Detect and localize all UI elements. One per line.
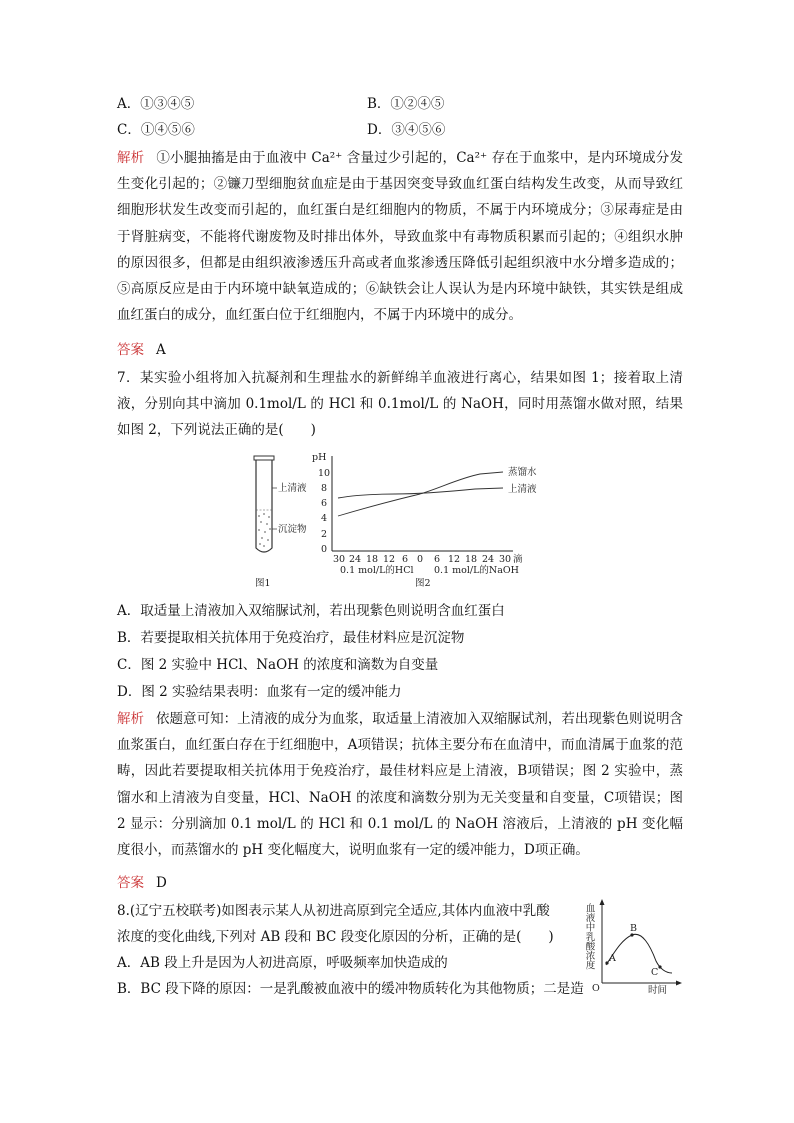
fig2-xtick-hcl-30: 30 — [333, 554, 346, 565]
fig2-xtick-hcl-24: 24 — [349, 554, 362, 565]
fig2-x-unit: 滴 — [513, 554, 523, 565]
fig2-xtick-naoh-18: 18 — [465, 554, 478, 565]
q6-option-b: B．①②④⑤ — [367, 96, 445, 112]
fig2-ytick-8: 8 — [321, 483, 328, 494]
q6-option-c: C．①④⑤⑥ — [117, 122, 195, 138]
q7-stem: 7．某实验小组将加入抗凝剂和生理盐水的新鲜绵羊血液进行离心，结果如图 1；接着取上清液，分别向其中滴加 0.1mol/L 的 HCl 和 0.1mol/L 的 NaOH，同时用蒸馏水做对照，结果如图 2，下列说法正确的是( ) — [117, 370, 683, 439]
fig2-xtick-naoh-6: 6 — [434, 554, 441, 565]
q6-analysis-text: ①小腿抽搐是由于血液中 Ca²⁺ 含量过少引起的，Ca²⁺ 存在于血浆中，是内环境成分发生变化引起的；②镰刀型细胞贫血症是由于基因突变导致血红蛋白结构发生改变，从而导致红细胞形状发生改变而引起的，血红蛋白是红细胞内的物质，不属于内环境成分；③尿毒症是由于肾脏病变，不能将代谢废物及时排出体外，导致血浆中有毒物质积累而引起的；④组织水肿的原因很多，但都是由组织液渗透压升高或者血浆渗透压降低引起组织液中水分增多造成的；⑤高原反应是由于内环境中缺氧造成的；⑥缺铁会让人误认为是内环境中缺铁，其实铁是组成血红蛋白的成分，血红蛋白位于红细胞内，不属于内环境中的成分。 — [117, 150, 683, 324]
fig2-xtick-naoh-24: 24 — [482, 554, 495, 565]
fig2-legend-water: 蒸馏水 — [508, 467, 537, 478]
q6-analysis-label: 解析 — [117, 150, 145, 166]
fig2-ytick-4: 4 — [321, 513, 328, 524]
fig2-xtick-naoh-12: 12 — [448, 554, 461, 565]
fig2-water-curve — [338, 472, 503, 516]
q6-options-row-2 — [117, 117, 445, 143]
q8-curve — [606, 934, 672, 973]
q8-point-a-label: A — [609, 953, 616, 964]
q8-option-b: B．BC 段下降的原因：一是乳酸被血液中的缓冲物质转化为其他物质；二是造 — [117, 981, 584, 997]
fig2-ytick-6: 6 — [321, 498, 328, 509]
q8-origin: O — [592, 983, 600, 994]
q8-y-label: 血液中乳酸浓度 — [583, 903, 595, 970]
fig1-sediment-label: 沉淀物 — [278, 524, 307, 535]
fig2-chart — [312, 452, 537, 589]
q7-answer-value: D — [156, 875, 167, 891]
fig2-x-right-label: 0.1 mol/L的NaOH — [434, 565, 519, 576]
q6-analysis — [117, 145, 683, 328]
q8-option-a: A．AB 段上升是因为人初进高原，呼吸频率加快造成的 — [117, 955, 448, 971]
q8-figure — [580, 895, 685, 997]
q8-stem-line-1: 8.(辽宁五校联考)如图表示某人从初进高原到完全适应,其体内血液中乳酸 — [117, 903, 550, 919]
q7-answer — [117, 870, 167, 896]
fig1-supernatant-label: 上清液 — [278, 483, 307, 494]
fig2-xtick-0: 0 — [417, 554, 424, 565]
q7-option-b: B．若要提取相关抗体用于免疫治疗，最佳材料应是沉淀物 — [117, 630, 465, 646]
fig2-ytick-0: 0 — [321, 544, 328, 555]
q6-answer-label: 答案 — [117, 342, 144, 358]
fig2-xtick-hcl-6: 6 — [402, 554, 409, 565]
fig2-xtick-hcl-12: 12 — [383, 554, 396, 565]
fig2-supernatant-curve — [338, 488, 503, 498]
fig2-ytick-10: 10 — [318, 468, 331, 479]
fig1-test-tube — [254, 456, 274, 552]
q6-option-a: A．①③④⑤ — [117, 96, 195, 112]
q8-point-b-label: B — [630, 923, 637, 934]
q8-x-axis-arrow — [676, 981, 682, 986]
fig2-y-label: pH — [312, 452, 327, 463]
q8-point-c-label: C — [651, 967, 659, 978]
q6-answer-value: A — [156, 342, 166, 358]
fig2-ytick-2: 2 — [321, 529, 328, 540]
fig2-xtick-hcl-18: 18 — [366, 554, 379, 565]
fig1-caption: 图1 — [255, 578, 271, 589]
q8-y-axis-arrow — [600, 899, 605, 905]
q7-analysis — [117, 706, 683, 863]
fig2-x-left-label: 0.1 mol/L的HCl — [340, 565, 414, 576]
q7-analysis-label: 解析 — [117, 711, 145, 727]
q7-figure — [245, 448, 545, 593]
q6-option-d: D．③④⑤⑥ — [367, 122, 446, 138]
q7-option-c: C．图 2 实验中 HCl、NaOH 的浓度和滴数为自变量 — [117, 657, 439, 673]
q8-x-label: 时间 — [648, 985, 668, 996]
fig2-caption: 图2 — [415, 578, 431, 589]
q7-answer-label: 答案 — [117, 875, 144, 891]
fig2-xtick-naoh-30: 30 — [499, 554, 512, 565]
q8-stem-line-2: 浓度的变化曲线,下列对 AB 段和 BC 段变化原因的分析，正确的是( ) — [117, 929, 554, 945]
q6-answer — [117, 337, 166, 363]
q7-analysis-text: 依题意可知：上清液的成分为血浆，取适量上清液加入双缩脲试剂，若出现紫色则说明含血浆蛋白，血红蛋白存在于红细胞中，A项错误；抗体主要分布在血清中，而血清属于血浆的范畴，因此若要提取相关抗体用于免疫治疗，最佳材料应是上清液，B项错误；图 2 实验中，蒸馏水和上清液为自变量，HCl、NaOH 的浓度和滴数分别为无关变量和自变量，C项错误；图 2 显示：分别滴加 0.1 mol/L 的 HCl 和 0.1 mol/L 的 NaOH 溶液后，上清液的 pH 变化幅度很小，而蒸馏水的 pH 变化幅度大，说明血浆有一定的缓冲能力，D项正确。 — [117, 711, 684, 859]
q7-option-a: A．取适量上清液加入双缩脲试剂，若出现紫色则说明含血红蛋白 — [117, 603, 505, 619]
q7-option-d: D．图 2 实验结果表明：血浆有一定的缓冲能力 — [117, 684, 402, 700]
q8-point-c-dot — [658, 965, 661, 968]
q6-options-row-1 — [117, 91, 444, 117]
fig2-legend-supernatant: 上清液 — [508, 484, 537, 495]
